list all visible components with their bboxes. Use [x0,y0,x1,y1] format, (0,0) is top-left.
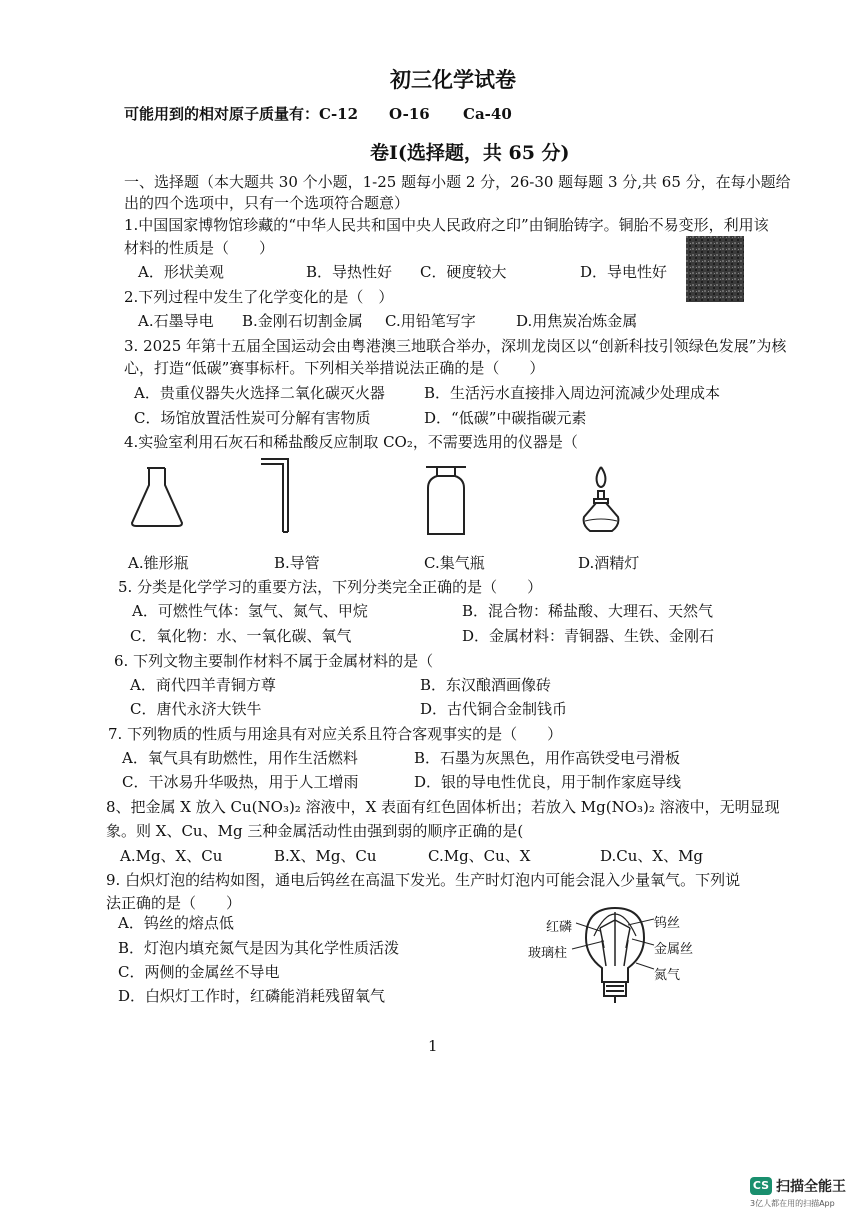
q1-stem-1: 1.中国国家博物馆珍藏的“中华人民共和国中央人民政府之印”由铜胎铸字。铜胎不易变形，利用该 [124,216,769,234]
q4-option-d[interactable]: D.酒精灯 [578,554,640,572]
section-title: 卷I(选择题，共 65 分) [370,142,570,164]
q3-stem-2: 心，打造“低碳”赛事标杆。下列相关举措说法正确的是（ ） [124,359,545,377]
q9-stem-2: 法正确的是（ ） [106,894,242,912]
q1-option-d[interactable]: D．导电性好 [580,263,668,281]
alcohol-lamp-icon [576,463,626,539]
atomic-mass-ca: Ca-40 [463,105,512,123]
q8-option-b[interactable]: B.X、Mg、Cu [274,847,377,865]
q3-option-b[interactable]: B．生活污水直接排入周边河流减少处理成本 [424,384,721,402]
q8-stem-2: 象。则 X、Cu、Mg 三种金属活动性由强到弱的顺序正确的是( [106,822,524,840]
q4-option-c[interactable]: C.集气瓶 [424,554,485,572]
atomic-mass-c: C-12 [319,105,359,123]
q8-option-c[interactable]: C.Mg、Cu、X [428,847,531,865]
glass-tube-icon [258,456,298,536]
q6-stem: 6. 下列文物主要制作材料不属于金属材料的是（ [114,652,434,670]
q5-option-c[interactable]: C．氧化物：水、一氧化碳、氧气 [130,627,352,645]
q6-option-d[interactable]: D．古代铜合金制钱币 [420,700,568,718]
q8-option-a[interactable]: A.Mg、X、Cu [120,847,223,865]
q2-stem: 2.下列过程中发生了化学变化的是（ ） [124,288,394,306]
label-leader-lines [570,915,660,975]
q9-option-a[interactable]: A．钨丝的熔点低 [118,914,234,932]
scanner-tagline: 3亿人都在用的扫描App [750,1199,835,1208]
q1-stem-2: 材料的性质是（ ） [124,239,275,257]
q7-option-c[interactable]: C．干冰易升华吸热，用于人工增雨 [122,773,359,791]
q9-option-b[interactable]: B．灯泡内填充氮气是因为其化学性质活泼 [118,939,400,957]
label-nitrogen: 氮气 [654,968,681,983]
q7-stem: 7. 下列物质的性质与用途具有对应关系且符合客观事实的是（ ） [108,725,563,743]
q2-option-a[interactable]: A.石墨导电 [138,312,214,330]
label-glass-pillar: 玻璃柱 [528,946,568,961]
conical-flask-icon [128,465,186,529]
q4-option-b[interactable]: B.导管 [274,554,320,572]
q7-option-d[interactable]: D．银的导电性优良，用于制作家庭导线 [414,773,682,791]
scanner-watermark [750,1176,846,1209]
q7-option-a[interactable]: A．氧气具有助燃性，用作生活燃料 [122,749,358,767]
q6-option-b[interactable]: B．东汉酿酒画像砖 [420,676,552,694]
scanner-logo-icon: CS [750,1177,772,1195]
label-red-phosphorus: 红磷 [546,920,573,935]
q2-option-d[interactable]: D.用焦炭冶炼金属 [516,312,638,330]
q7-option-b[interactable]: B．石墨为灰黑色，用作高铁受电弓滑板 [414,749,681,767]
q5-stem: 5. 分类是化学学习的重要方法，下列分类完全正确的是（ ） [118,578,543,596]
q5-option-d[interactable]: D．金属材料：青铜器、生铁、金刚石 [462,627,715,645]
gas-jar-icon [424,462,468,538]
atomic-mass-label: 可能用到的相对原子质量有： [124,105,320,123]
label-tungsten-wire: 钨丝 [654,916,681,931]
q2-option-c[interactable]: C.用铅笔写字 [385,312,476,330]
q1-option-c[interactable]: C．硬度较大 [420,263,507,281]
q9-option-c[interactable]: C．两侧的金属丝不导电 [118,963,280,981]
page-number: 1 [428,1037,438,1055]
q4-option-a[interactable]: A.锥形瓶 [128,554,189,572]
atomic-mass-line [124,104,358,124]
q3-option-d[interactable]: D．“低碳”中碳指碳元素 [424,409,587,427]
q5-option-b[interactable]: B．混合物：稀盐酸、大理石、天然气 [462,602,714,620]
q2-option-b[interactable]: B.金刚石切割金属 [242,312,363,330]
q6-option-a[interactable]: A．商代四羊青铜方尊 [130,676,276,694]
q8-option-d[interactable]: D.Cu、X、Mg [600,847,704,865]
q3-option-c[interactable]: C．场馆放置活性炭可分解有害物质 [134,409,371,427]
q9-option-d[interactable]: D．白炽灯工作时，红磷能消耗残留氧气 [118,987,386,1005]
q5-option-a[interactable]: A．可燃性气体：氢气、氮气、甲烷 [132,602,368,620]
instructions-line-1: 一、选择题（本大题共 30 个小题，1-25 题每小题 2 分，26-30 题每题 3 分,共 65 分，在每小题给 [124,173,791,191]
scanner-brand: 扫描全能王 [776,1179,846,1195]
q9-stem-1: 9. 白炽灯泡的结构如图，通电后钨丝在高温下发光。生产时灯泡内可能会混入少量氧气。下列说 [106,871,741,889]
seal-image [686,236,744,302]
instructions-line-2: 出的四个选项中，只有一个选项符合题意） [124,194,410,212]
page-title: 初三化学试卷 [390,67,516,92]
q8-stem-1: 8、把金属 X 放入 Cu(NO₃)₂ 溶液中，X 表面有红色固体析出；若放入 Mg(NO₃)₂ 溶液中，无明显现 [106,798,780,816]
label-metal-wire: 金属丝 [654,942,694,957]
atomic-mass-o: O-16 [389,105,430,123]
q3-stem-1: 3. 2025 年第十五届全国运动会由粤港澳三地联合举办，深圳龙岗区以“创新科技引领绿色发展”为核 [124,337,787,355]
q3-option-a[interactable]: A．贵重仪器失火选择二氧化碳灭火器 [134,384,385,402]
q1-option-b[interactable]: B．导热性好 [306,263,393,281]
q6-option-c[interactable]: C．唐代永济大铁牛 [130,700,262,718]
q4-stem: 4.实验室利用石灰石和稀盐酸反应制取 CO₂，不需要选用的仪器是（ [124,433,578,451]
q1-option-a[interactable]: A．形状美观 [138,263,224,281]
